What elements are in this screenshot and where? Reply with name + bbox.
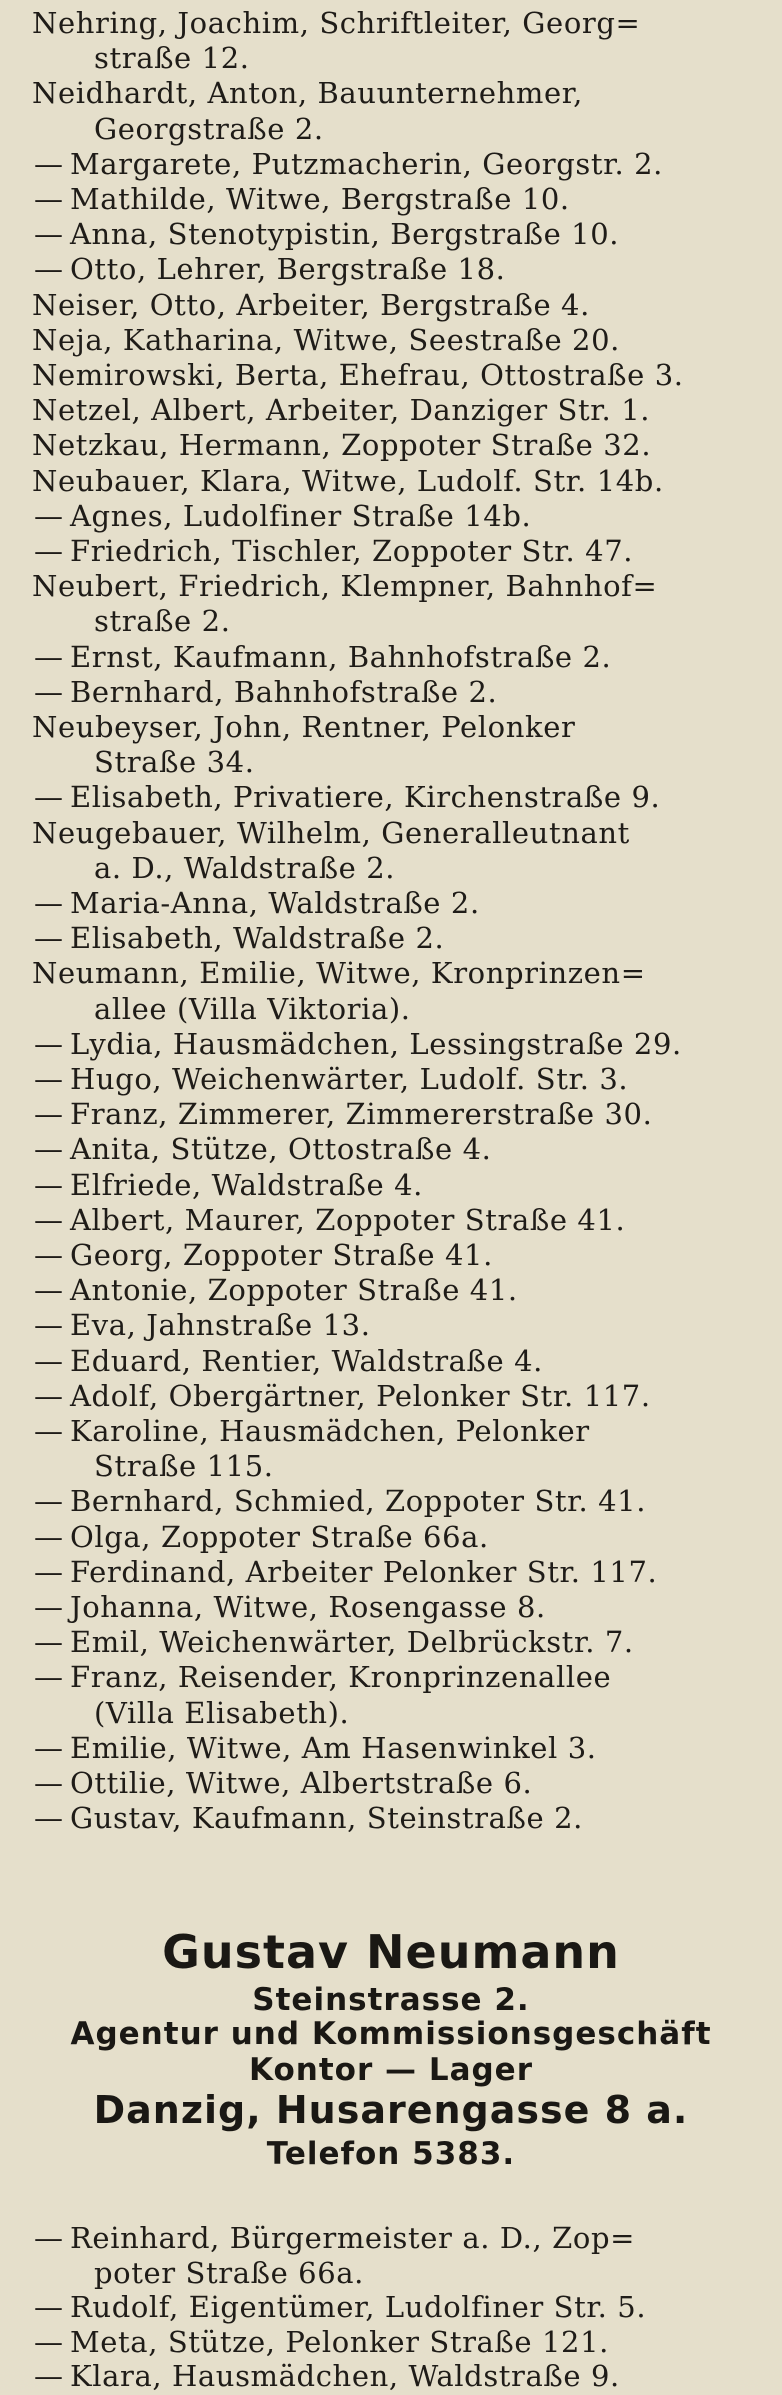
- ditto-dash: —: [34, 1167, 64, 1202]
- ditto-dash: —: [34, 534, 64, 568]
- entry-text: Albert, Maurer, Zoppoter Straße 41.: [70, 1202, 626, 1237]
- ditto-dash: —: [34, 921, 64, 956]
- ditto-dash: —: [34, 2359, 64, 2394]
- entry-text: Nehring, Joachim, Schriftleiter, Georg=: [32, 6, 641, 40]
- ditto-dash: —: [34, 886, 64, 920]
- entry-text: Adolf, Obergärtner, Pelonker Str. 117.: [70, 1378, 651, 1413]
- entry-text: Franz, Reisender, Kronprinzenallee: [70, 1660, 612, 1695]
- ditto-dash: —: [34, 1414, 64, 1448]
- ditto-dash: —: [34, 217, 64, 252]
- entry-text: poter Straße 66a.: [94, 2255, 364, 2290]
- ditto-dash: —: [34, 1132, 64, 1167]
- entry-text: Elisabeth, Privatiere, Kirchenstraße 9.: [70, 780, 661, 815]
- entry-text: Gustav, Kaufmann, Steinstraße 2.: [70, 1801, 583, 1836]
- entry-text: straße 12.: [94, 41, 250, 76]
- ditto-dash: —: [34, 146, 64, 181]
- entry-text: Straße 115.: [94, 1449, 274, 1484]
- ditto-dash: —: [34, 1766, 64, 1800]
- ditto-dash: —: [34, 780, 64, 815]
- ditto-dash: —: [34, 498, 64, 533]
- entry-text: Neubert, Friedrich, Klempner, Bahnhof=: [32, 569, 658, 604]
- entry-text: allee (Villa Viktoria).: [94, 991, 411, 1026]
- ditto-dash: —: [34, 1238, 64, 1272]
- entry-text: Emilie, Witwe, Am Hasenwinkel 3.: [70, 1730, 597, 1765]
- ditto-dash: —: [34, 2221, 64, 2255]
- entry-text: straße 2.: [94, 604, 231, 639]
- entry-text: Bernhard, Bahnhofstraße 2.: [70, 674, 498, 709]
- ditto-dash: —: [34, 639, 64, 674]
- ditto-dash: —: [34, 2290, 64, 2325]
- ditto-dash: —: [34, 1308, 64, 1343]
- entry-text: a. D., Waldstraße 2.: [94, 850, 396, 885]
- ad-office-line: Kontor — Lager: [248, 2052, 533, 2088]
- entry-text: Neiser, Otto, Arbeiter, Bergstraße 4.: [32, 287, 590, 322]
- entry-text: Ferdinand, Arbeiter Pelonker Str. 117.: [70, 1554, 658, 1589]
- ditto-dash: —: [34, 1801, 64, 1836]
- entry-text: Emil, Weichenwärter, Delbrückstr. 7.: [70, 1625, 634, 1660]
- entry-text: Neja, Katharina, Witwe, Seestraße 20.: [32, 322, 620, 357]
- ditto-dash: —: [34, 674, 64, 709]
- ditto-dash: —: [34, 1378, 64, 1413]
- ditto-dash: —: [34, 1519, 64, 1554]
- entry-text: Franz, Zimmerer, Zimmererstraße 30.: [70, 1097, 653, 1132]
- entry-text: Neubauer, Klara, Witwe, Ludolf. Str. 14b.: [32, 463, 664, 498]
- ditto-dash: —: [34, 1660, 64, 1695]
- entry-text: Karoline, Hausmädchen, Pelonker: [70, 1414, 590, 1448]
- entry-text: Klara, Hausmädchen, Waldstraße 9.: [70, 2359, 620, 2394]
- ditto-dash: —: [34, 1062, 64, 1096]
- ditto-dash: —: [34, 1273, 64, 1308]
- ditto-dash: —: [34, 1343, 64, 1378]
- entry-text: Antonie, Zoppoter Straße 41.: [70, 1273, 518, 1308]
- entry-text: Reinhard, Bürgermeister a. D., Zop=: [70, 2221, 636, 2255]
- ditto-dash: —: [34, 1554, 64, 1589]
- ditto-dash: —: [34, 1625, 64, 1660]
- entry-text: Neugebauer, Wilhelm, Generalleutnant: [32, 815, 630, 850]
- entry-text: Ernst, Kaufmann, Bahnhofstraße 2.: [70, 639, 612, 674]
- entry-text: Agnes, Ludolfiner Straße 14b.: [70, 498, 532, 533]
- entry-text: Friedrich, Tischler, Zoppoter Str. 47.: [70, 534, 634, 568]
- ditto-dash: —: [34, 1202, 64, 1237]
- ditto-dash: —: [34, 2324, 64, 2359]
- ad-address-line: Steinstrasse 2.: [252, 1982, 530, 2018]
- entry-text: Georgstraße 2.: [94, 111, 324, 146]
- ad-company-name: Gustav Neumann: [162, 1925, 620, 1979]
- entry-text: Elfriede, Waldstraße 4.: [70, 1167, 423, 1202]
- entry-text: Elisabeth, Waldstraße 2.: [70, 921, 445, 956]
- ditto-dash: —: [34, 1730, 64, 1765]
- entry-text: Olga, Zoppoter Straße 66a.: [70, 1519, 489, 1554]
- ditto-dash: —: [34, 1484, 64, 1519]
- entry-text: Mathilde, Witwe, Bergstraße 10.: [70, 182, 570, 216]
- entry-text: Neumann, Emilie, Witwe, Kronprinzen=: [32, 956, 646, 991]
- entry-text: Margarete, Putzmacherin, Georgstr. 2.: [70, 146, 663, 181]
- entry-text: Nemirowski, Berta, Ehefrau, Ottostraße 3.: [32, 358, 684, 392]
- entry-text: Neubeyser, John, Rentner, Pelonker: [32, 710, 576, 744]
- entry-text: Straße 34.: [94, 745, 255, 780]
- entry-text: Anna, Stenotypistin, Bergstraße 10.: [70, 217, 620, 252]
- entry-text: Bernhard, Schmied, Zoppoter Str. 41.: [70, 1484, 647, 1519]
- entry-text: Lydia, Hausmädchen, Lessingstraße 29.: [70, 1026, 682, 1061]
- entry-text: Otto, Lehrer, Bergstraße 18.: [70, 252, 506, 287]
- ditto-dash: —: [34, 1590, 64, 1624]
- ad-business-line: Agentur und Kommissionsgeschäft: [70, 2016, 712, 2052]
- entry-text: Eduard, Rentier, Waldstraße 4.: [70, 1343, 543, 1378]
- entry-text: Hugo, Weichenwärter, Ludolf. Str. 3.: [70, 1062, 629, 1096]
- ditto-dash: —: [34, 182, 64, 216]
- entry-text: Neidhardt, Anton, Bauunternehmer,: [32, 76, 583, 111]
- entry-text: Maria-Anna, Waldstraße 2.: [70, 886, 480, 920]
- ditto-dash: —: [34, 252, 64, 287]
- entry-text: Anita, Stütze, Ottostraße 4.: [70, 1132, 492, 1167]
- entry-text: Netzkau, Hermann, Zoppoter Straße 32.: [32, 428, 652, 463]
- ad-phone: Telefon 5383.: [266, 2136, 516, 2172]
- entry-text: (Villa Elisabeth).: [94, 1695, 350, 1730]
- entry-text: Georg, Zoppoter Straße 41.: [70, 1238, 493, 1272]
- entry-text: Eva, Jahnstraße 13.: [70, 1308, 371, 1343]
- ditto-dash: —: [34, 1097, 64, 1132]
- directory-subentry: [0, 2355, 782, 2395]
- entry-text: Ottilie, Witwe, Albertstraße 6.: [70, 1766, 533, 1800]
- entry-text: Johanna, Witwe, Rosengasse 8.: [70, 1590, 546, 1624]
- ad-city-address: Danzig, Husarengasse 8 a.: [93, 2088, 689, 2132]
- directory-subentry: [0, 1797, 782, 1839]
- ditto-dash: —: [34, 1026, 64, 1061]
- entry-text: Netzel, Albert, Arbeiter, Danziger Str. 1.: [32, 393, 651, 428]
- entry-text: Meta, Stütze, Pelonker Straße 121.: [70, 2324, 609, 2359]
- entry-text: Rudolf, Eigentümer, Ludolfiner Str. 5.: [70, 2290, 647, 2325]
